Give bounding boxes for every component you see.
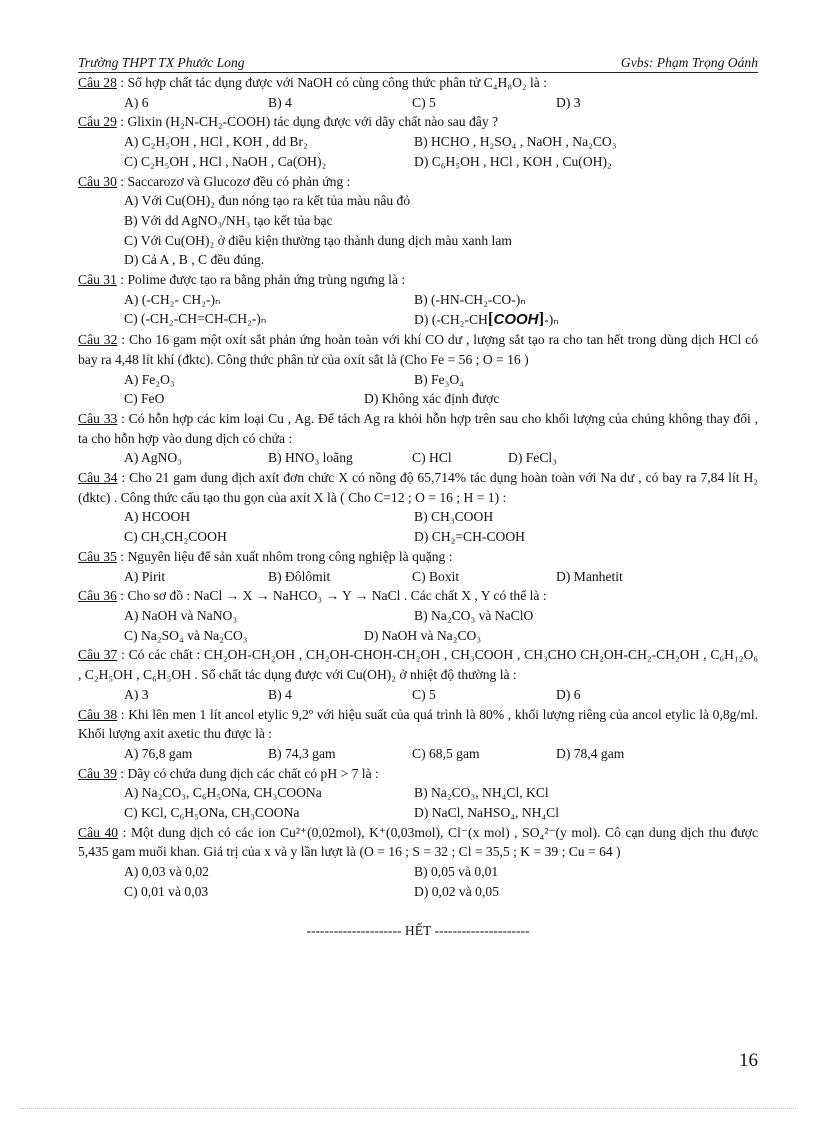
end-marker: --------------------- HẾT ---------------------: [306, 922, 530, 938]
option-a: A) C₂H₅OH , HCl , KOH , dd Br₂: [124, 134, 308, 150]
question-label: Câu 29: [78, 114, 117, 130]
option-c: C) C₂H₅OH , HCl , NaOH , Ca(OH)₂: [124, 153, 327, 169]
option-c: C) CH₃CH₂COOH: [124, 529, 227, 545]
question-label: Câu 33: [78, 410, 118, 426]
option-b: B) Fe₃O₄: [414, 371, 464, 387]
question-label: Câu 28: [78, 75, 117, 90]
option-d: D) Manhetit: [556, 568, 623, 584]
question-30: [78, 172, 758, 271]
option-d: D) 3: [556, 94, 581, 110]
option-a: A) 3: [124, 686, 149, 702]
option-a: A) NaOH và NaNO₃: [124, 607, 238, 623]
option-b: B) HNO₃ loãng: [268, 450, 353, 466]
option-c: C) 68,5 gam: [412, 745, 480, 761]
question-label: Câu 40: [78, 824, 119, 840]
option-d: D) 6: [556, 686, 581, 702]
option-b: B) CH₃COOH: [414, 509, 494, 525]
option-d: D) NaCl, NaHSO₄, NH₄Cl: [414, 805, 560, 821]
question-text: : Một dung dịch có các ion Cu²⁺(0,02mol), K⁺(0,03mol), Cl⁻(x mol) , SO₄²⁻(y mol). Cô cạn dung dịch thu được 5,435 gam muối khan. Giá trị của x và y lần lượt là (O = 16 ; S = 32 ; Cl = 35,5 ; K = 39 ; Cu = 64 ): [78, 824, 758, 860]
option-d: D) CH₂=CH-COOH: [414, 529, 525, 545]
question-label: Câu 34: [78, 470, 118, 486]
question-29: [78, 112, 758, 171]
option-b: B) Với dd AgNO₃/NH₃ tạo kết tủa bạc: [124, 212, 333, 228]
question-label: Câu 32: [78, 332, 118, 348]
option-a: A) Với Cu(OH)₂ đun nóng tạo ra kết tủa màu nâu đỏ: [124, 193, 411, 209]
option-b: B) Đôlômit: [268, 568, 331, 584]
question-33: [78, 409, 758, 468]
cooh-group: COOH: [493, 311, 539, 329]
option-d: D) FeCl₃: [508, 450, 557, 466]
option-c: C) FeO: [124, 391, 165, 407]
option-a: A) AgNO₃: [124, 450, 182, 466]
teacher-name: Gvbs: Phạm Trọng Oánh: [620, 55, 758, 70]
option-a: A) Pirit: [124, 568, 166, 584]
question-text: : Cho sơ đồ : NaCl → X → NaHCO₃ → Y → NaCl . Các chất X , Y có thể là :: [116, 588, 547, 604]
question-36: [78, 586, 758, 645]
option-c: C) KCl, C₆H₅ONa, CH₃COONa: [124, 805, 300, 821]
question-text: : Polime được tạo ra bằng phản ứng trùng ngưng là :: [116, 272, 406, 288]
bottom-divider: [20, 1108, 796, 1109]
option-d: [414, 309, 559, 330]
option-b: B) 74,3 gam: [268, 745, 336, 761]
question-text: : Có các chất : CH₂OH-CH₂OH , CH₂OH-CHOH-CH₂OH , CH₃COOH , CH₃CHO CH₂OH-CH₂-CH₂OH , C₆H₁₂O₆ , C₂H₅OH , C₆H₅OH . Số chất tác dụng được với Cu(OH)₂ ở nhiệt độ thường là :: [78, 647, 759, 683]
option-b: B) 4: [268, 686, 292, 702]
question-39: [78, 764, 758, 823]
question-31: [78, 270, 758, 330]
option-b: B) 4: [268, 94, 292, 110]
option-a: A) 76,8 gam: [124, 745, 193, 761]
option-d: D) Không xác định được: [364, 391, 500, 407]
option-a: A) HCOOH: [124, 509, 191, 525]
option-d: D) NaOH và Na₂CO₃: [364, 627, 482, 643]
bracket-left: [: [487, 309, 494, 329]
question-text: : Glixin (H₂N-CH₂-COOH) tác dụng được với dãy chất nào sau đây ?: [116, 114, 499, 130]
question-label: Câu 38: [78, 706, 118, 722]
option-c: C) 5: [412, 94, 436, 110]
question-label: Câu 36: [78, 588, 117, 604]
option-a: A) Fe₂O₃: [124, 371, 175, 387]
question-text: : Cho 16 gam một oxít sắt phản ứng hoàn toàn với khí CO dư , lượng sắt tạo ra cho tan hết trong dùng dịch HCl có bay ra 4,48 lít khí (đktc). Công thức phân tử của oxít sắt là (Cho Fe = 56 ; O = 16 ): [78, 332, 758, 367]
question-text: : Số hợp chất tác dụng được với NaOH có cùng công thức phân tử C₄H₈O₂ là :: [116, 75, 548, 90]
option-d: D) Cả A , B , C đều đúng.: [124, 252, 265, 268]
option-a: A) (-CH₂- CH₂-)ₙ: [124, 291, 221, 307]
option-c: C) HCl: [412, 450, 452, 466]
question-37: [78, 645, 758, 704]
document-page: [78, 54, 758, 940]
option-c: C) Với Cu(OH)₂ ở điều kiện thường tạo thành dung dịch màu xanh lam: [124, 232, 512, 248]
question-28: [78, 73, 758, 112]
question-text: : Nguyên liệu để sản xuất nhôm trong công nghiệp là quặng :: [116, 548, 453, 564]
question-35: [78, 547, 758, 586]
option-b: B) HCHO , H₂SO₄ , NaOH , Na₂CO₃: [414, 134, 617, 150]
question-32: [78, 330, 758, 409]
question-text: : Cho 21 gam dung dịch axít đơn chức X có nồng độ 65,714% tác dụng hoàn toàn với Na dư , có bay ra 7,84 lít H₂ (đktc) . Công thức cấu tạo thu gọn của axít X là ( Cho C=12 ; O = 16 ; H = 1) :: [78, 470, 758, 505]
question-label: Câu 39: [78, 765, 117, 781]
option-b: B) Na₂CO₃, NH₄Cl, KCl: [414, 785, 549, 801]
option-d: D) C₆H₅OH , HCl , KOH , Cu(OH)₂: [414, 153, 612, 169]
question-text: : Dãy có chứa dung dịch các chất có pH > 7 là :: [116, 765, 379, 781]
question-38: [78, 705, 758, 764]
option-c: C) 0,01 và 0,03: [124, 883, 209, 899]
option-b: B) (-HN-CH₂-CO-)ₙ: [414, 291, 526, 307]
option-c: C) (-CH₂-CH=CH-CH₂-)ₙ: [124, 311, 267, 327]
option-d-suffix: -)ₙ: [544, 312, 559, 328]
question-label: Câu 35: [78, 548, 117, 564]
question-label: Câu 37: [78, 647, 118, 663]
question-text: : Có hỗn hợp các kim loại Cu , Ag. Để tách Ag ra khỏi hỗn hợp trên sau cho khối lượng của chúng không thay đổi , ta cho hỗn hợp vào dung dịch có chứa :: [78, 410, 758, 446]
bracket-right: ]: [538, 309, 545, 329]
option-a: A) 6: [124, 94, 149, 110]
option-a: A) Na₂CO₃, C₆H₅ONa, CH₃COONa: [124, 785, 322, 801]
question-text: : Khi lên men 1 lít ancol etylic 9,2º với hiệu suất của quá trình là 80% , khối lượng riêng của ancol etylic là 0,8g/ml. Khối lượng axit axetic thu được là :: [78, 706, 758, 742]
option-a: A) 0,03 và 0,02: [124, 864, 209, 880]
option-c: C) Boxit: [412, 568, 460, 584]
option-c: C) Na₂SO₄ và Na₂CO₃: [124, 627, 248, 643]
option-c: C) 5: [412, 686, 436, 702]
school-name: Trường THPT TX Phước Long: [78, 55, 245, 70]
option-d: D) 78,4 gam: [556, 745, 625, 761]
question-34: [78, 468, 758, 547]
option-b: B) Na₂CO₃ và NaClO: [414, 607, 534, 623]
question-label: Câu 31: [78, 272, 117, 288]
question-label: Câu 30: [78, 173, 117, 189]
page-number: 16: [739, 1050, 758, 1071]
option-d-prefix: D) (-CH₂-CH: [414, 312, 488, 328]
page-header: [78, 54, 758, 73]
question-40: [78, 823, 758, 902]
option-d: D) 0,02 và 0,05: [414, 883, 499, 899]
question-text: : Saccarozơ và Glucozơ đều có phản ứng :: [116, 173, 351, 189]
option-b: B) 0,05 và 0,01: [414, 864, 499, 880]
